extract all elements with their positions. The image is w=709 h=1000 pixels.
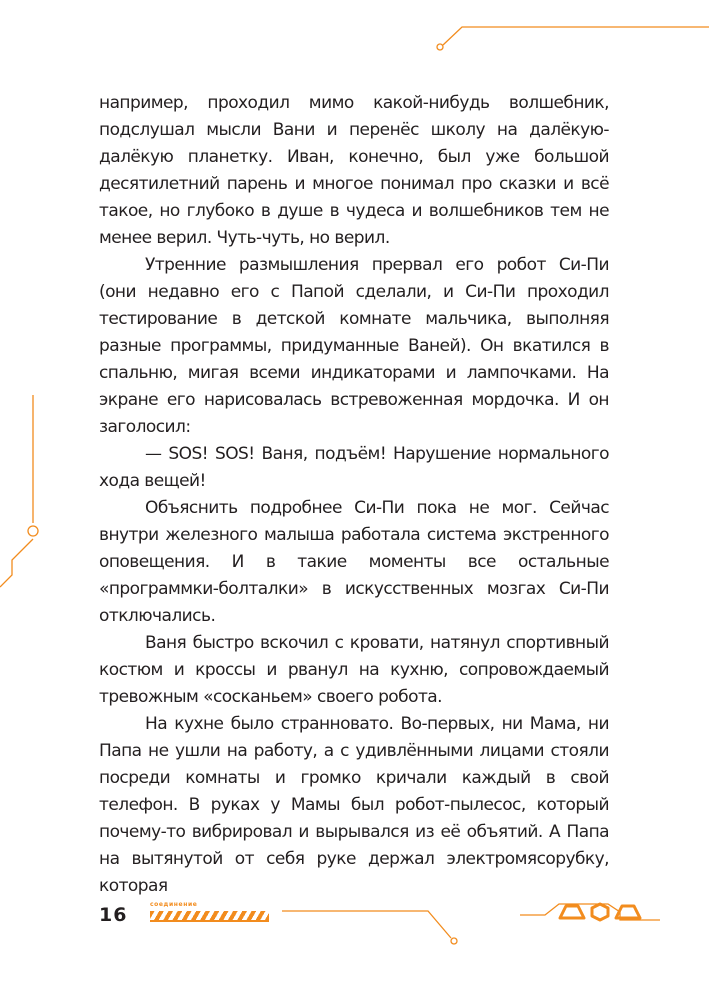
triangle-outline-icon xyxy=(560,906,584,918)
paragraph: На кухне было странновато. Во-первых, ни Мама, ни Папа не ушли на работу, а с удивлёнными лицами стояли посреди комнаты и громко кричали каждый в свой телефон. В руках у Мамы был робот-пылесос, который почему-то вибрировал и вырывался из её объятий. А Папа на вытянутой от себя руке держал электромясорубку, которая xyxy=(99,714,609,896)
paragraph: Объяснить подробнее Си-Пи пока не мог. Сейчас внутри железного малыша работала система экстренного оповещения. И в такие моменты все остальные «программки-болталки» в искусственных мозгах Си-Пи отключались. xyxy=(99,498,609,626)
paragraph: Утренние размышления прервал его робот Си-Пи (они недавно его с Папой сделали, и Си-Пи проходил тестирование в детской комнате мальчика, выполняя разные программы, придуманные Ваней). Он вкатился в спальню, мигая всеми индикаторами и лампочками. На экране его нарисовалась встревоженная мордочка. И он заголосил: xyxy=(99,255,609,437)
triangle-outline-icon xyxy=(616,906,640,918)
circle-outline-icon xyxy=(592,904,608,920)
brand-label: соединение xyxy=(150,901,198,908)
page-number: 16 xyxy=(99,904,128,926)
paragraph-continued: например, проходил мимо какой-нибудь волшебник, подслушал мысли Вани и перенёс школу на далёкую-далёкую планетку. Иван, конечно, был уже большой десятилетний парень и многое понимал про сказки и всё такое, но глубоко в душе в чудеса и волшебников тем не менее верил. Чуть-чуть, но верил. xyxy=(99,93,609,248)
dialogue-line: — SOS! SOS! Ваня, подъём! Нарушение нормального хода вещей! xyxy=(99,444,609,491)
paragraph: Ваня быстро вскочил с кровати, натянул спортивный костюм и кроссы и рванул на кухню, сопровождаемый тревожным «сосканьем» своего робота. xyxy=(99,633,609,707)
